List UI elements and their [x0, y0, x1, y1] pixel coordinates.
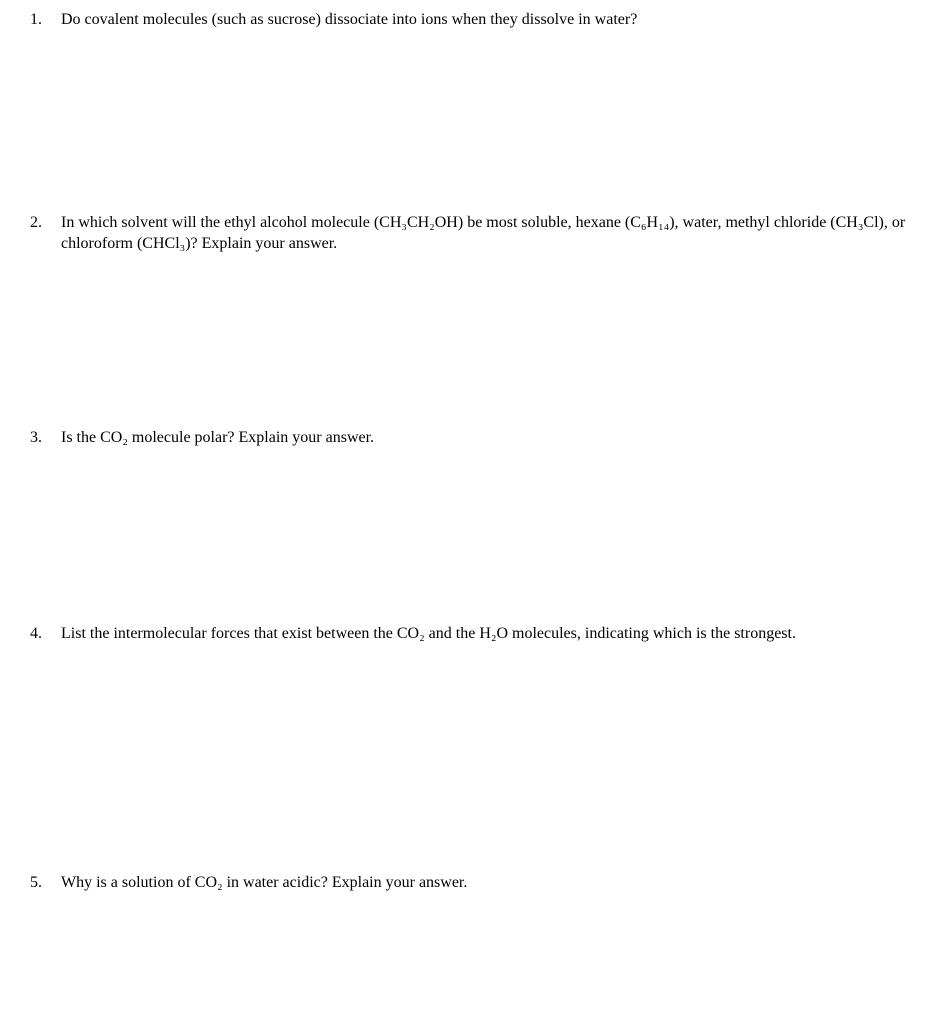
question-number: 1. — [30, 11, 42, 28]
question-number: 3. — [30, 429, 42, 446]
question-4 — [30, 623, 911, 644]
question-number: 5. — [30, 874, 42, 891]
question-text: List the intermolecular forces that exist between the CO₂ and the H₂O molecules, indicating which is the strongest. — [61, 625, 796, 642]
question-text: In which solvent will the ethyl alcohol molecule (CH₃CH₂OH) be most soluble, hexane (C₆H₁₄), water, methyl chloride (CH₃Cl), or chloroform (CHCl₃)? Explain your answer. — [61, 214, 906, 252]
question-text: Why is a solution of CO₂ in water acidic? Explain your answer. — [61, 874, 468, 891]
question-2 — [30, 212, 911, 254]
question-text: Is the CO₂ molecule polar? Explain your answer. — [61, 429, 375, 446]
question-3 — [30, 427, 911, 448]
question-number: 4. — [30, 625, 42, 642]
question-5 — [30, 872, 911, 893]
question-number: 2. — [30, 214, 42, 231]
question-1 — [30, 9, 911, 30]
question-text: Do covalent molecules (such as sucrose) dissociate into ions when they dissolve in water? — [61, 11, 638, 28]
